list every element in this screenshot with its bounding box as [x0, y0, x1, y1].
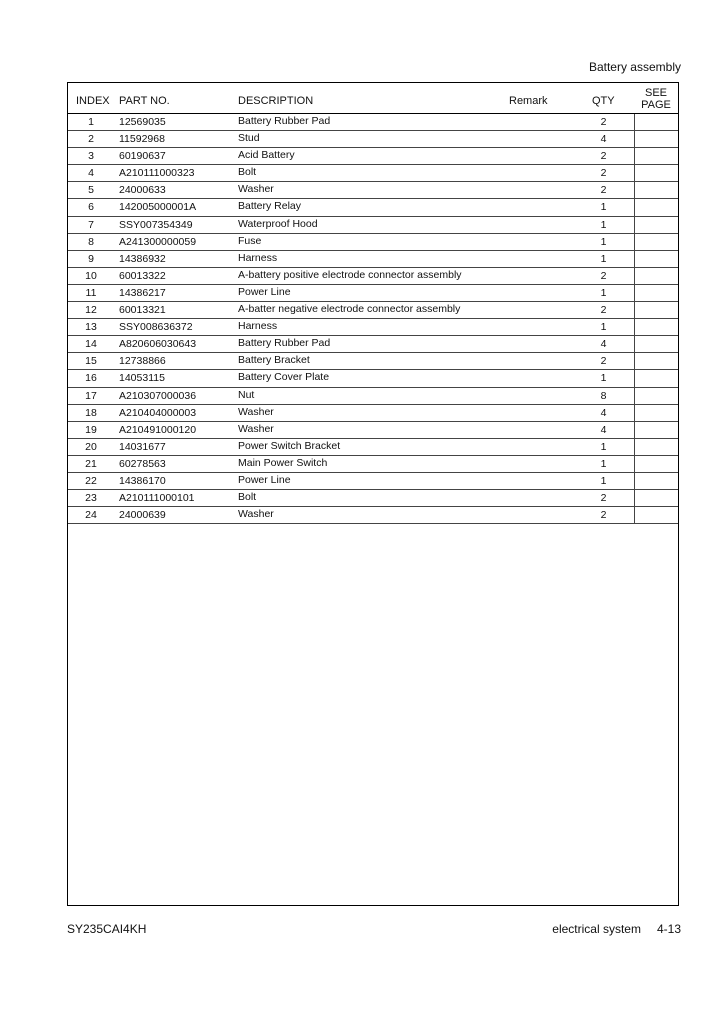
row-qty: 8: [600, 389, 607, 402]
column-header-part-no: PART NO.: [119, 95, 170, 107]
row-qty: 1: [600, 286, 607, 299]
row-part-no: 60278563: [119, 457, 166, 470]
row-index: 23: [85, 492, 97, 505]
row-part-no: 14053115: [119, 372, 165, 385]
row-qty: 4: [600, 133, 607, 146]
page-footer: [552, 922, 681, 936]
row-qty: 1: [600, 372, 607, 385]
table-row: [68, 507, 678, 524]
table-row: [68, 388, 678, 405]
row-index: 11: [85, 286, 97, 299]
row-part-no: 14386217: [119, 286, 166, 299]
row-description: Washer: [238, 405, 274, 418]
table-body: [68, 114, 678, 524]
column-header-qty: QTY: [592, 95, 615, 107]
chapter-name: electrical system: [552, 922, 641, 936]
row-part-no: A210307000036: [119, 389, 197, 402]
row-part-no: 14386170: [119, 474, 166, 487]
row-index: 15: [85, 355, 97, 368]
row-description: Bolt: [238, 166, 257, 179]
column-header-see-page: [638, 87, 674, 111]
row-description: Fuse: [238, 234, 262, 247]
table-row: [68, 490, 678, 507]
row-description: Battery Cover Plate: [238, 371, 330, 384]
row-index: 16: [85, 372, 97, 385]
table-row: [68, 473, 678, 490]
table-row: [68, 234, 678, 251]
row-qty: 1: [600, 474, 607, 487]
row-part-no: A241300000059: [119, 235, 197, 248]
see-page-line1: SEE: [644, 87, 667, 99]
row-qty: 4: [600, 338, 607, 351]
row-qty: 2: [600, 167, 607, 180]
row-index: 14: [85, 338, 97, 351]
row-index: 3: [88, 150, 94, 163]
row-part-no: A210491000120: [119, 423, 197, 436]
table-row: [68, 302, 678, 319]
row-qty: 4: [600, 406, 607, 419]
table-row: [68, 217, 678, 234]
row-qty: 1: [600, 235, 607, 248]
row-description: Washer: [238, 508, 274, 521]
row-qty: 2: [600, 492, 607, 505]
row-qty: 2: [600, 509, 607, 522]
section-title: Battery assembly: [588, 60, 681, 74]
table-row: [68, 165, 678, 182]
row-description: Power Switch Bracket: [238, 439, 341, 452]
table-row: [68, 370, 678, 387]
row-qty: 1: [600, 321, 607, 334]
parts-table: [67, 82, 679, 906]
table-row: [68, 353, 678, 370]
row-index: 8: [88, 235, 94, 248]
row-description: Bolt: [238, 491, 257, 504]
row-qty: 2: [600, 304, 607, 317]
table-row: [68, 285, 678, 302]
column-header-description: DESCRIPTION: [238, 95, 314, 107]
row-index: 1: [88, 116, 94, 128]
row-part-no: 12569035: [119, 116, 166, 128]
row-index: 9: [88, 252, 94, 265]
table-row: [68, 114, 678, 131]
row-description: Stud: [238, 132, 260, 145]
row-part-no: 14031677: [119, 440, 166, 453]
row-description: Battery Relay: [238, 200, 302, 213]
row-index: 21: [85, 457, 97, 470]
row-description: Battery Rubber Pad: [238, 115, 331, 127]
row-index: 5: [88, 184, 94, 197]
table-row: [68, 456, 678, 473]
row-qty: 2: [600, 150, 607, 163]
row-qty: 2: [600, 269, 607, 282]
row-part-no: SSY007354349: [119, 218, 193, 231]
table-row: [68, 268, 678, 285]
row-description: A-battery positive electrode connector assembly: [238, 268, 462, 281]
row-part-no: 24000639: [119, 509, 166, 522]
see-page-line2: PAGE: [641, 99, 671, 111]
row-part-no: 14386932: [119, 252, 166, 265]
row-part-no: SSY008636372: [119, 321, 193, 334]
row-index: 6: [88, 201, 94, 214]
row-description: Battery Rubber Pad: [238, 337, 331, 350]
row-part-no: 12738866: [119, 355, 166, 368]
page-number: 4-13: [656, 922, 681, 936]
row-index: 18: [85, 406, 97, 419]
row-part-no: A210111000101: [119, 492, 195, 505]
table-row: [68, 439, 678, 456]
row-index: 7: [88, 218, 94, 231]
row-part-no: A210111000323: [119, 167, 195, 180]
row-description: Washer: [238, 422, 274, 435]
row-qty: 1: [600, 457, 607, 470]
row-qty: 4: [600, 423, 607, 436]
column-header-remark: Remark: [509, 95, 548, 107]
row-qty: 1: [600, 218, 607, 231]
column-header-index: INDEX: [76, 95, 110, 107]
row-index: 2: [88, 133, 94, 146]
row-part-no: 60013322: [119, 269, 166, 282]
table-row: [68, 131, 678, 148]
row-part-no: 11592968: [119, 133, 165, 146]
row-description: Washer: [238, 183, 274, 196]
row-index: 4: [88, 167, 94, 180]
row-description: Nut: [238, 388, 255, 401]
row-qty: 1: [600, 252, 607, 265]
row-index: 22: [85, 474, 97, 487]
row-qty: 2: [600, 184, 607, 197]
row-description: Waterproof Hood: [238, 217, 318, 230]
model-number: SY235CAI4KH: [67, 922, 147, 936]
row-qty: 2: [600, 355, 607, 368]
row-description: Power Line: [238, 285, 291, 298]
table-row: [68, 422, 678, 439]
row-index: 20: [85, 440, 97, 453]
row-index: 13: [85, 321, 97, 334]
row-part-no: A210404000003: [119, 406, 197, 419]
row-part-no: 60190637: [119, 150, 166, 163]
table-header: [68, 83, 678, 114]
row-qty: 1: [600, 201, 607, 214]
row-description: Battery Bracket: [238, 354, 310, 367]
table-row: [68, 405, 678, 422]
table-row: [68, 336, 678, 353]
row-part-no: 142005000001A: [119, 201, 197, 214]
row-part-no: A820606030643: [119, 338, 197, 351]
table-row: [68, 251, 678, 268]
row-index: 24: [85, 509, 97, 522]
row-description: Harness: [238, 251, 278, 264]
row-index: 10: [85, 269, 97, 282]
table-row: [68, 199, 678, 216]
table-row: [68, 148, 678, 165]
row-index: 19: [85, 423, 97, 436]
row-index: 12: [85, 304, 97, 317]
row-description: Harness: [238, 320, 278, 333]
row-description: Power Line: [238, 473, 291, 486]
row-index: 17: [85, 389, 97, 402]
row-description: Main Power Switch: [238, 456, 328, 469]
table-row: [68, 182, 678, 199]
row-description: Acid Battery: [238, 149, 295, 162]
table-row: [68, 319, 678, 336]
row-qty: 1: [600, 440, 607, 453]
row-qty: 2: [600, 116, 607, 128]
row-part-no: 60013321: [119, 304, 166, 317]
row-part-no: 24000633: [119, 184, 166, 197]
row-description: A-batter negative electrode connector assembly: [238, 303, 461, 316]
